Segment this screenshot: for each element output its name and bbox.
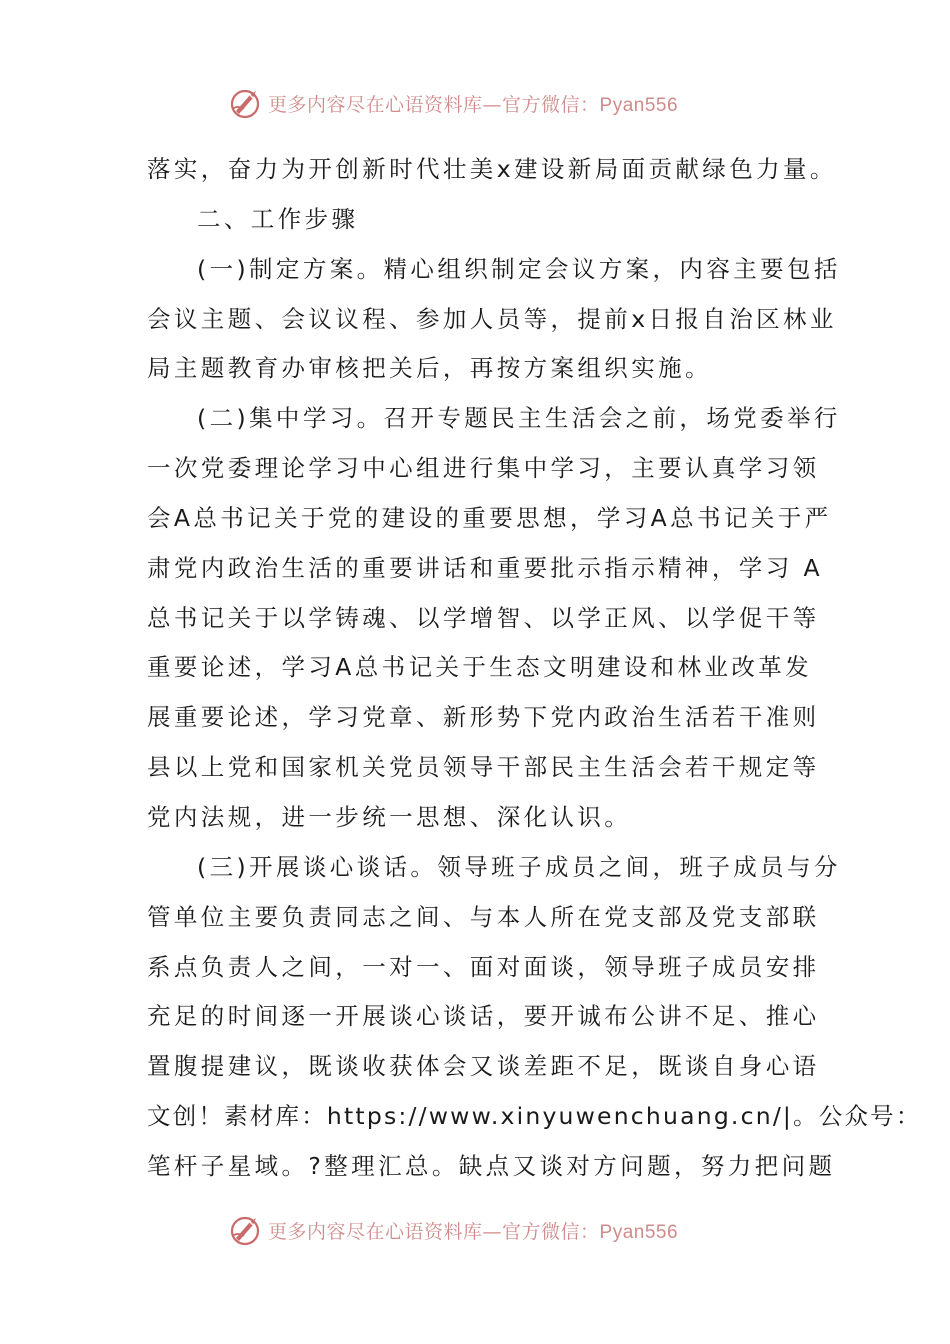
- body-line: (二)集中学习。召开专题民主生活会之前，场党委举行: [197, 404, 841, 433]
- body-line: (三)开展谈心谈话。领导班子成员之间，班子成员与分: [197, 852, 841, 881]
- section-heading: 二、工作步骤: [197, 204, 359, 233]
- body-line: 重要论述，学习A总书记关于生态文明建设和林业改革发: [147, 653, 813, 682]
- body-line: 管单位主要负责同志之间、与本人所在党支部及党支部联: [147, 902, 820, 931]
- pen-nib-logo-icon: [228, 85, 264, 121]
- body-line: 充足的时间逐一开展谈心谈话，要开诚布公讲不足、推心: [147, 1002, 820, 1031]
- body-line: 笔杆子星域。?整理汇总。缺点又谈对方问题，努力把问题: [147, 1151, 836, 1180]
- body-line: 局主题教育办审核把关后，再按方案组织实施。: [147, 354, 712, 383]
- body-line: 县以上党和国家机关党员领导干部民主生活会若干规定等: [147, 753, 820, 782]
- header-banner: [228, 83, 678, 123]
- body-line: 展重要论述，学习党章、新形势下党内政治生活若干准则: [147, 703, 820, 732]
- header-banner-text: 更多内容尽在心语资料库—官方微信：Pyan556: [268, 93, 679, 116]
- document-body: [147, 145, 922, 1192]
- body-line: 总书记关于以学铸魂、以学增智、以学正风、以学促干等: [147, 603, 820, 632]
- footer-banner: [228, 1210, 678, 1250]
- body-line: 肃党内政治生活的重要讲话和重要批示指示精神，学习 A: [147, 553, 823, 582]
- footer-banner-text: 更多内容尽在心语资料库—官方微信：Pyan556: [268, 1220, 679, 1243]
- body-line: 系点负责人之间，一对一、面对面谈，领导班子成员安排: [147, 952, 820, 981]
- header-wechat-id: Pyan556: [599, 94, 679, 116]
- pen-nib-logo-icon: [228, 1212, 264, 1248]
- body-line: 会议主题、会议议程、参加人员等，提前x日报自治区林业: [147, 304, 837, 333]
- body-line: 一次党委理论学习中心组进行集中学习，主要认真学习领: [147, 454, 820, 483]
- body-line: 置腹提建议，既谈收获体会又谈差距不足，既谈自身心语: [147, 1052, 820, 1081]
- body-line: (一)制定方案。精心组织制定会议方案，内容主要包括: [197, 254, 841, 283]
- body-line-url: 文创！素材库：https://www.xinyuwenchuang.cn/|。公众号：: [147, 1102, 922, 1131]
- body-line: 落实，奋力为开创新时代壮美x建设新局面贡献绿色力量。: [147, 155, 837, 183]
- footer-wechat-id: Pyan556: [599, 1221, 679, 1243]
- body-line: 党内法规，进一步统一思想、深化认识。: [147, 802, 632, 831]
- body-line: 会A总书记关于党的建设的重要思想，学习A总书记关于严: [147, 503, 832, 532]
